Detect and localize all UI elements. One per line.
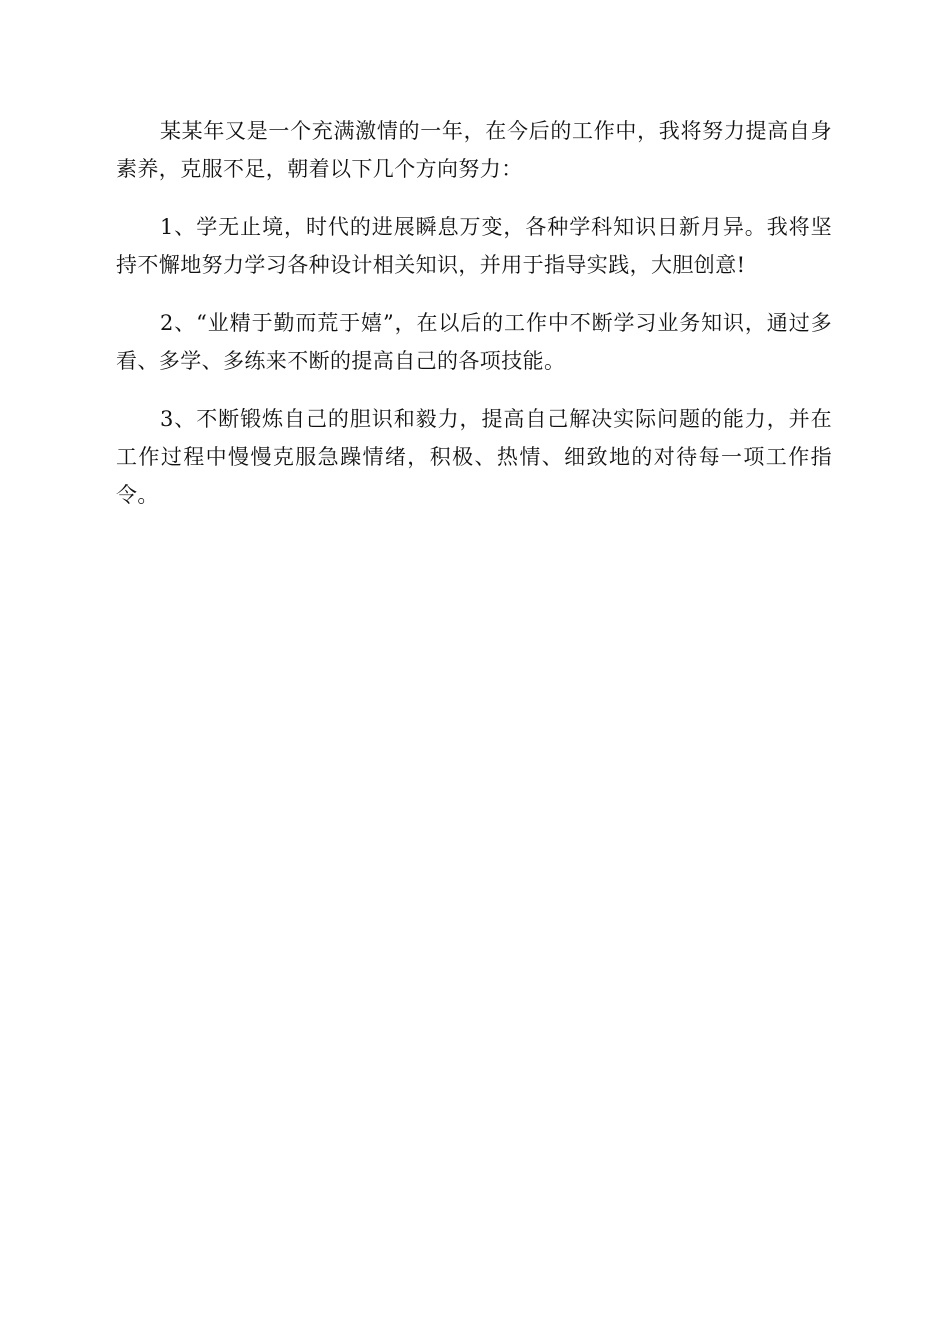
paragraph-point-1: 1、学无止境，时代的进展瞬息万变，各种学科知识日新月异。我将坚持不懈地努力学习各种设计相关知识，并用于指导实践，大胆创意! [116, 215, 832, 277]
paragraph-point-3: 3、不断锻炼自己的胆识和毅力，提高自己解决实际问题的能力，并在工作过程中慢慢克服急躁情绪，积极、热情、细致地的对待每一项工作指令。 [116, 407, 832, 507]
paragraph-intro: 某某年又是一个充满激情的一年，在今后的工作中，我将努力提高自身素养，克服不足，朝着以下几个方向努力： [116, 119, 832, 181]
document-body [116, 112, 832, 534]
paragraph-point-2: 2、“业精于勤而荒于嬉”，在以后的工作中不断学习业务知识，通过多看、多学、多练来不断的提高自己的各项技能。 [116, 311, 832, 373]
